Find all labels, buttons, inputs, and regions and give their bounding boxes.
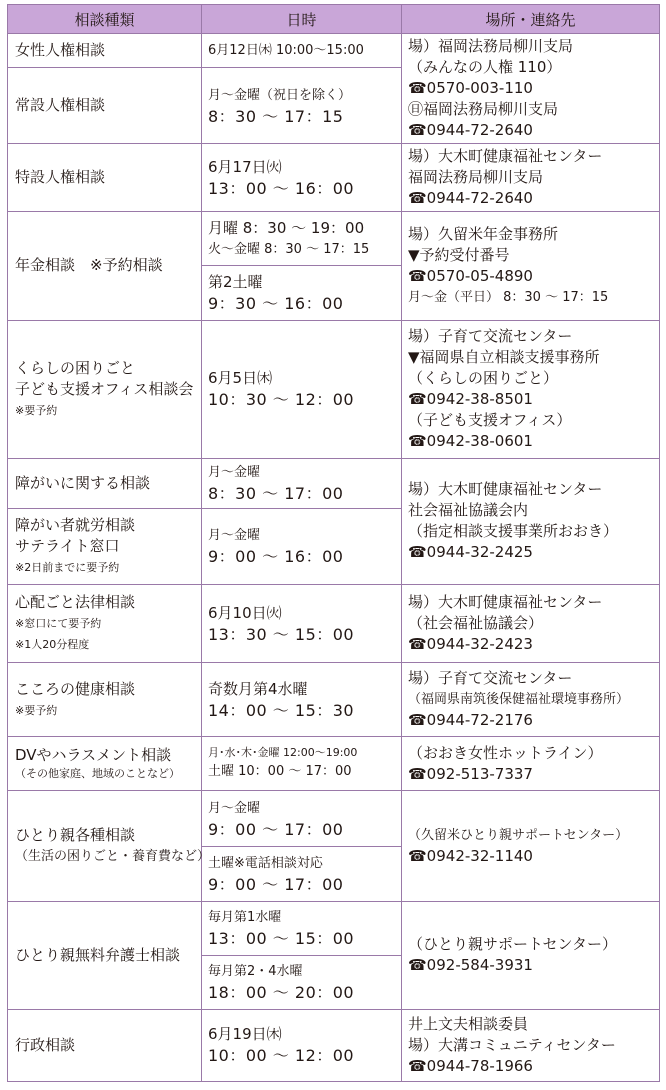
contact-cell — [402, 1009, 660, 1081]
datetime-time: 10：00 ～ 12：00 — [208, 1046, 355, 1066]
table-row — [8, 320, 660, 458]
category-note: ※要予約 — [15, 703, 58, 717]
category-note: ※窓口にて要予約 — [15, 617, 102, 631]
table-row — [8, 1009, 660, 1081]
category-line: 行政相談 — [15, 1035, 76, 1054]
category-note: ※要予約 — [15, 403, 58, 417]
category-cell — [8, 458, 202, 508]
category-line: くらしの困りごと — [15, 358, 136, 377]
table-row — [8, 212, 660, 266]
contact-line: 月～金（平日） 8：30 ～ 17：15 — [408, 289, 609, 305]
category-line: DVやハラスメント相談 — [15, 746, 172, 765]
datetime-time: 14：00 ～ 15：30 — [208, 700, 355, 720]
contact-phone: ☎0944-72-2176 — [408, 711, 533, 730]
contact-cell — [402, 320, 660, 458]
datetime-time: 13：00 ～ 15：00 — [208, 929, 355, 949]
category-cell — [8, 320, 202, 458]
table-row — [8, 901, 660, 955]
category-cell — [8, 144, 202, 212]
contact-line: （指定相談支援事業所おおき） — [408, 522, 619, 541]
datetime-cell — [202, 847, 402, 901]
category-cell — [8, 1009, 202, 1081]
contact-phone: ☎0570-05-4890 — [408, 266, 533, 285]
table-row — [8, 34, 660, 68]
datetime-time: 13：30 ～ 15：00 — [208, 624, 355, 644]
datetime-cell — [202, 34, 402, 68]
contact-cell — [402, 458, 660, 584]
contact-cell — [402, 663, 660, 737]
datetime-time: 8：30 ～ 17：15 — [208, 106, 344, 126]
datetime-line: 月～金曜 — [208, 528, 261, 544]
datetime-cell — [202, 458, 402, 508]
category-cell — [8, 791, 211, 901]
category-cell — [8, 508, 202, 584]
contact-cell — [402, 901, 660, 1009]
category-cell — [8, 212, 202, 320]
category-line: ひとり親各種相談 — [15, 825, 136, 844]
contact-line: 場）大木町健康福祉センター — [408, 593, 603, 612]
contact-line: 場）大木町健康福祉センター — [408, 147, 603, 166]
datetime-line: 土曜 10：00 ～ 17：00 — [208, 764, 352, 780]
category-cell — [8, 68, 202, 144]
datetime-line: 月～金曜（祝日を除く） — [208, 87, 352, 103]
datetime-time: 9：00 ～ 17：00 — [208, 819, 344, 839]
datetime-time: 13：00 ～ 16：00 — [208, 178, 355, 198]
contact-line: （みんなの人権 110） — [408, 58, 562, 77]
contact-cell — [402, 791, 660, 901]
category-line: ひとり親無料弁護士相談 — [15, 945, 181, 964]
category-cell — [8, 737, 202, 791]
datetime-line: 奇数月第4水曜 — [208, 679, 308, 698]
contact-phone: ☎0942-38-0601 — [408, 432, 533, 451]
contact-phone: ☎0944-32-2423 — [408, 635, 533, 654]
datetime-line: 月～金曜 — [208, 800, 261, 816]
consultation-schedule-sheet — [7, 4, 659, 1082]
contact-line: 場）子育て交流センター — [408, 327, 573, 346]
datetime-time: 9：30 ～ 16：00 — [208, 293, 344, 313]
contact-line: 社会福祉協議会内 — [408, 501, 529, 520]
datetime-time: 10：30 ～ 12：00 — [208, 390, 355, 410]
category-cell — [8, 663, 202, 737]
datetime-cell — [202, 266, 402, 320]
category-note: ※2日前までに要予約 — [15, 560, 120, 574]
category-line: 障がいに関する相談 — [15, 473, 151, 492]
datetime-cell — [202, 320, 402, 458]
contact-line: （福岡県南筑後保健福祉環境事務所） — [408, 692, 630, 708]
table-row — [8, 791, 660, 847]
contact-line: （くらしの困りごと） — [408, 369, 559, 388]
datetime-time: 9：00 ～ 17：00 — [208, 875, 344, 895]
datetime-cell — [202, 791, 402, 847]
consultation-table — [7, 4, 660, 1082]
contact-phone: ☎092-584-3931 — [408, 956, 533, 975]
contact-cell — [402, 585, 660, 663]
datetime-line: 土曜※電話相談対応 — [208, 856, 323, 872]
table-header-row — [8, 5, 660, 34]
contact-line: （ひとり親サポートセンター） — [408, 935, 617, 954]
table-row — [8, 663, 660, 737]
datetime-line: 月曜 8：30 ～ 19：00 — [208, 218, 365, 237]
category-line: サテライト窓口 — [15, 536, 120, 555]
category-line: 障がい者就労相談 — [15, 515, 136, 534]
datetime-cell — [202, 1009, 402, 1081]
datetime-line: 6月12日㈭ 10:00～15:00 — [208, 43, 364, 59]
contact-line: 場）子育て交流センター — [408, 669, 573, 688]
contact-line: （子ども支援オフィス） — [408, 411, 572, 430]
datetime-line: 火～金曜 8：30 ～ 17：15 — [208, 241, 370, 257]
datetime-line: 6月19日㈭ — [208, 1025, 282, 1044]
contact-cell — [402, 34, 660, 144]
contact-phone: ☎0942-38-8501 — [408, 390, 533, 409]
category-line: 心配ごと法律相談 — [15, 593, 136, 612]
datetime-cell — [202, 955, 402, 1009]
datetime-cell — [202, 585, 402, 663]
contact-cell — [402, 212, 660, 320]
category-cell — [8, 34, 202, 68]
datetime-line: 月～金曜 — [208, 465, 261, 481]
table-row — [8, 585, 660, 663]
datetime-cell — [202, 68, 402, 144]
contact-line: ▼予約受付番号 — [408, 245, 510, 264]
contact-phone: ☎0944-72-2640 — [408, 189, 533, 208]
contact-line: （久留米ひとり親サポートセンター） — [408, 827, 629, 843]
datetime-time: 9：00 ～ 16：00 — [208, 547, 344, 567]
contact-line: ㊐福岡法務局柳川支局 — [408, 100, 559, 119]
header-category: 相談種類 — [8, 5, 202, 34]
datetime-cell — [202, 663, 402, 737]
category-line: 年金相談 ※予約相談 — [15, 256, 163, 275]
datetime-cell — [202, 212, 402, 266]
contact-phone: ☎0944-32-2425 — [408, 543, 533, 562]
contact-line: （おおき女性ホットライン） — [408, 743, 603, 762]
category-cell — [8, 585, 202, 663]
datetime-line: 6月5日㈭ — [208, 369, 273, 388]
category-line: 女性人権相談 — [15, 41, 106, 60]
table-row — [8, 458, 660, 508]
category-note: ※1人20分程度 — [15, 638, 90, 652]
contact-cell — [402, 144, 660, 212]
contact-line: （社会福祉協議会） — [408, 614, 544, 633]
datetime-line: 毎月第2・4水曜 — [208, 964, 303, 980]
category-note: （生活の困りごと・養育費など） — [15, 848, 211, 864]
contact-line: 場）大木町健康福祉センター — [408, 480, 603, 499]
category-line: 子ども支援オフィス相談会 — [15, 379, 194, 398]
datetime-line: 月･水･木･金曜 12:00～19:00 — [208, 746, 358, 760]
contact-phone: ☎0942-32-1140 — [408, 846, 533, 865]
datetime-cell — [202, 144, 402, 212]
header-contact: 場所・連絡先 — [402, 5, 660, 34]
contact-line: 場）久留米年金事務所 — [408, 224, 559, 243]
category-line: 常設人権相談 — [15, 96, 106, 115]
category-cell — [8, 901, 202, 1009]
contact-phone: ☎0570-003-110 — [408, 79, 533, 98]
contact-phone: ☎0944-72-2640 — [408, 121, 533, 140]
datetime-cell — [202, 737, 402, 791]
contact-cell — [402, 737, 660, 791]
category-line: こころの健康相談 — [15, 679, 136, 698]
contact-phone: ☎092-513-7337 — [408, 764, 533, 783]
header-datetime: 日時 — [202, 5, 402, 34]
contact-line: 福岡法務局柳川支局 — [408, 168, 544, 187]
table-row — [8, 737, 660, 791]
datetime-time: 18：00 ～ 20：00 — [208, 983, 355, 1003]
contact-line: ▼福岡県自立相談支援事務所 — [408, 348, 600, 367]
contact-line: 井上文夫相談委員 — [408, 1014, 529, 1033]
datetime-line: 毎月第1水曜 — [208, 910, 282, 926]
table-row — [8, 144, 660, 212]
category-line: 特設人権相談 — [15, 168, 106, 187]
datetime-time: 8：30 ～ 17：00 — [208, 484, 344, 504]
contact-line: 場）福岡法務局柳川支局 — [408, 37, 574, 56]
datetime-line: 6月17日㈫ — [208, 157, 282, 176]
datetime-line: 6月10日㈫ — [208, 603, 282, 622]
category-note: （その他家庭、地域のことなど） — [15, 767, 180, 781]
contact-line: 場）大溝コミュニティセンター — [408, 1035, 616, 1054]
contact-phone: ☎0944-78-1966 — [408, 1056, 533, 1075]
datetime-line: 第2土曜 — [208, 272, 263, 291]
datetime-cell — [202, 901, 402, 955]
datetime-cell — [202, 508, 402, 584]
